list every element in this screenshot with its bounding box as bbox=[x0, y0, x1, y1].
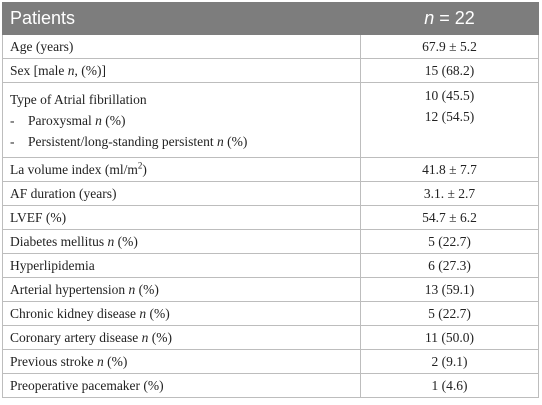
row-label-af-duration: AF duration (years) bbox=[3, 182, 361, 206]
table-header-row bbox=[3, 3, 539, 35]
table-row bbox=[3, 158, 539, 182]
row-label-hypertension: Arterial hypertension n (%) bbox=[3, 278, 361, 302]
table-row bbox=[3, 302, 539, 326]
table-row bbox=[3, 326, 539, 350]
af-type-paroxysmal: - Paroxysmal n (%) bbox=[10, 112, 126, 128]
row-value-sex: 15 (68.2) bbox=[361, 59, 539, 83]
table-row bbox=[3, 83, 539, 158]
row-value-lvef: 54.7 ± 6.2 bbox=[361, 206, 539, 230]
row-value-hyperlipidemia: 6 (27.3) bbox=[361, 254, 539, 278]
row-value-af-duration: 3.1. ± 2.7 bbox=[361, 182, 539, 206]
table-row bbox=[3, 206, 539, 230]
af-paroxysmal-value: 10 (45.5) bbox=[424, 88, 475, 103]
table-row bbox=[3, 230, 539, 254]
row-label-age: Age (years) bbox=[3, 35, 361, 59]
row-label-hyperlipidemia: Hyperlipidemia bbox=[3, 254, 361, 278]
table-row bbox=[3, 278, 539, 302]
row-label-pacemaker: Preoperative pacemaker (%) bbox=[3, 374, 361, 398]
table-row bbox=[3, 254, 539, 278]
af-type-heading: Type of Atrial fibrillation bbox=[10, 91, 147, 107]
row-value-af-type bbox=[361, 83, 539, 158]
row-label-la-volume: La volume index $(ml/m^2)$ bbox=[3, 158, 361, 182]
row-value-hypertension: 13 (59.1) bbox=[361, 278, 539, 302]
row-label-cad: Coronary artery disease n (%) bbox=[3, 326, 361, 350]
row-label-stroke: Previous stroke n (%) bbox=[3, 350, 361, 374]
row-value-la-volume: 41.8 ± 7.7 bbox=[361, 158, 539, 182]
row-value-age: 67.9 ± 5.2 bbox=[361, 35, 539, 59]
row-label-lvef: LVEF (%) bbox=[3, 206, 361, 230]
table-row bbox=[3, 182, 539, 206]
table-row bbox=[3, 350, 539, 374]
row-label-sex: Sex [male n, (%)] bbox=[3, 59, 361, 83]
header-n-italic: n bbox=[424, 8, 435, 28]
af-type-persistent: - Persistent/long-standing persistent n (%) bbox=[10, 133, 248, 149]
row-label-diabetes: Diabetes mellitus n (%) bbox=[3, 230, 361, 254]
row-label-af-type bbox=[3, 83, 361, 158]
af-persistent-value: 12 (54.5) bbox=[424, 109, 475, 124]
table-row bbox=[3, 59, 539, 83]
table-row bbox=[3, 35, 539, 59]
row-value-diabetes: 5 (22.7) bbox=[361, 230, 539, 254]
row-value-cad: 11 (50.0) bbox=[361, 326, 539, 350]
row-label-ckd: Chronic kidney disease n (%) bbox=[3, 302, 361, 326]
row-value-stroke: 2 (9.1) bbox=[361, 350, 539, 374]
table-row bbox=[3, 374, 539, 398]
row-value-ckd: 5 (22.7) bbox=[361, 302, 539, 326]
patients-table bbox=[2, 2, 539, 398]
row-value-pacemaker: 1 (4.6) bbox=[361, 374, 539, 398]
header-patients: Patients bbox=[3, 3, 361, 35]
header-n-value: = 22 bbox=[434, 8, 475, 28]
header-n-count bbox=[361, 3, 539, 35]
